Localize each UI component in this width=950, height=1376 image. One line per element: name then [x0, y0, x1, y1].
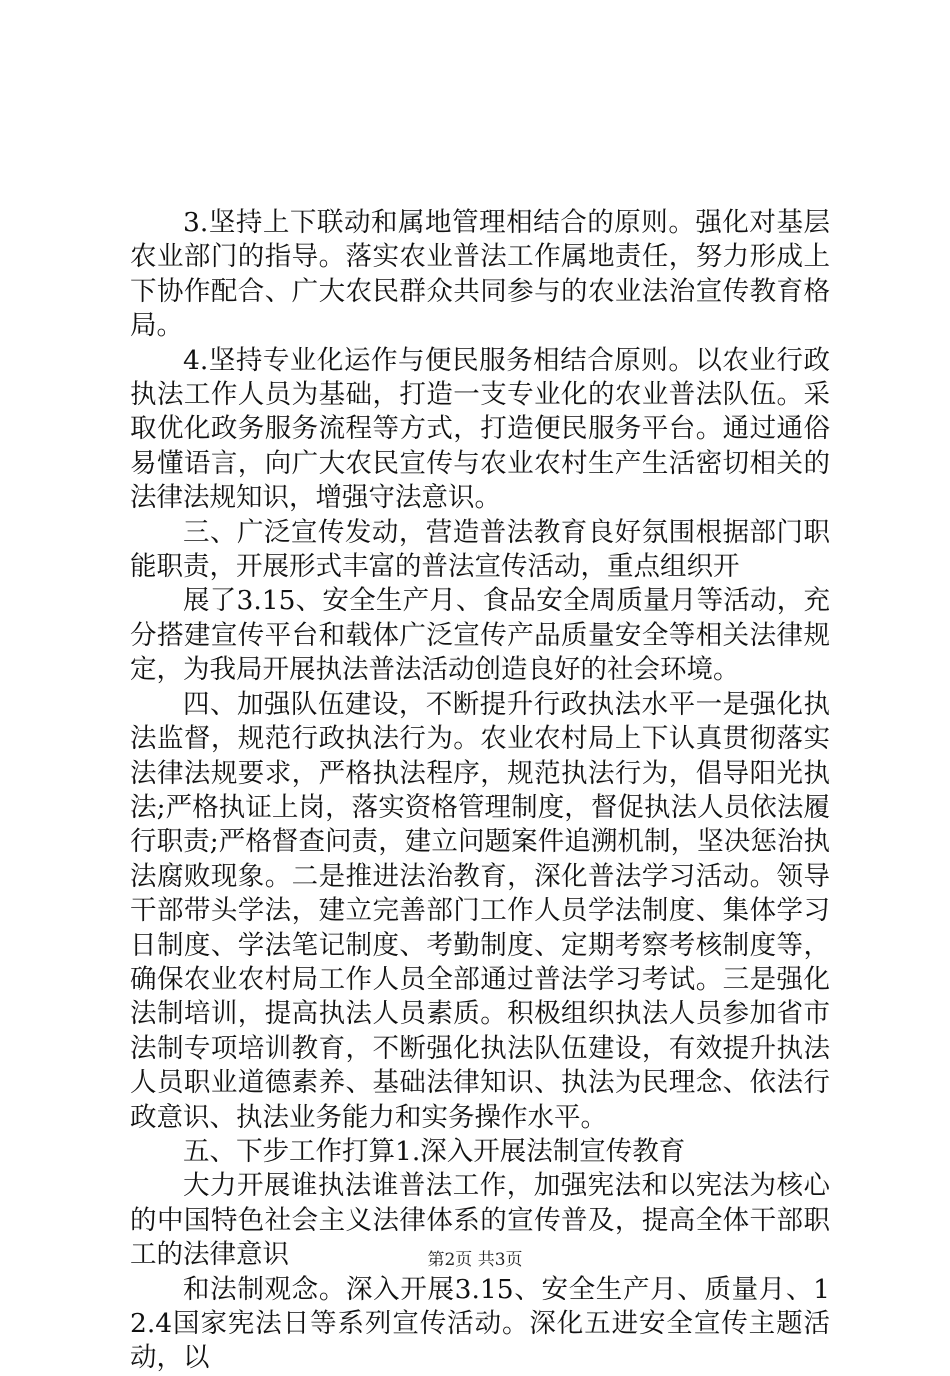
paragraph-section-5: 五、下步工作打算1.深入开展法制宣传教育 — [183, 1135, 686, 1167]
paragraph-section-5-item-1-continued: 和法制观念。深入开展3.15、安全生产月、质量月、12.4国家宪法日等系列宣传活动。深化五进安全宣传主题活动，以 — [130, 1273, 830, 1374]
paragraph-section-3-continued: 展了3.15、安全生产月、食品安全周质量月等活动，充分搭建宣传平台和载体广泛宣传产品质量安全等相关法律规定，为我局开展执法普法活动创造良好的社会环境。 — [130, 585, 830, 686]
paragraph-principle-4: 4.坚持专业化运作与便民服务相结合原则。以农业行政执法工作人员为基础，打造一支专业化的农业普法队伍。采取优化政务服务流程等方式，打造便民服务平台。通过通俗易懂语言，向广大农民宣传与农业农村生产生活密切相关的法律法规知识，增强守法意识。 — [130, 344, 830, 514]
paragraph-section-3: 三、广泛宣传发动，营造普法教育良好氛围根据部门职能职责，开展形式丰富的普法宣传活动，重点组织开 — [130, 516, 830, 583]
paragraph-section-5-item-1: 大力开展谁执法谁普法工作，加强宪法和以宪法为核心的中国特色社会主义法律体系的宣传普及，提高全体干部职工的法律意识 — [130, 1170, 830, 1271]
page-number-footer: 第2页 共3页 — [427, 1250, 523, 1270]
paragraph-section-4: 四、加强队伍建设，不断提升行政执法水平一是强化执法监督，规范行政执法行为。农业农村局上下认真贯彻落实法律法规要求，严格执法程序，规范执法行为，倡导阳光执法;严格执证上岗，落实资格管理制度，督促执法人员依法履行职责;严格督查问责，建立问题案件追溯机制，坚决惩治执法腐败现象。二是推进法治教育，深化普法学习活动。领导干部带头学法，建立完善部门工作人员学法制度、集体学习日制度、学法笔记制度、考勤制度、定期考察考核制度等，确保农业农村局工作人员全部通过普法学习考试。三是强化法制培训，提高执法人员素质。积极组织执法人员参加省市法制专项培训教育，不断强化执法队伍建设，有效提升执法人员职业道德素养、基础法律知识、执法为民理念、依法行政意识、执法业务能力和实务操作水平。 — [130, 688, 830, 1133]
document-body — [130, 206, 830, 1376]
paragraph-principle-3: 3.坚持上下联动和属地管理相结合的原则。强化对基层农业部门的指导。落实农业普法工作属地责任，努力形成上下协作配合、广大农民群众共同参与的农业法治宣传教育格局。 — [130, 207, 830, 342]
